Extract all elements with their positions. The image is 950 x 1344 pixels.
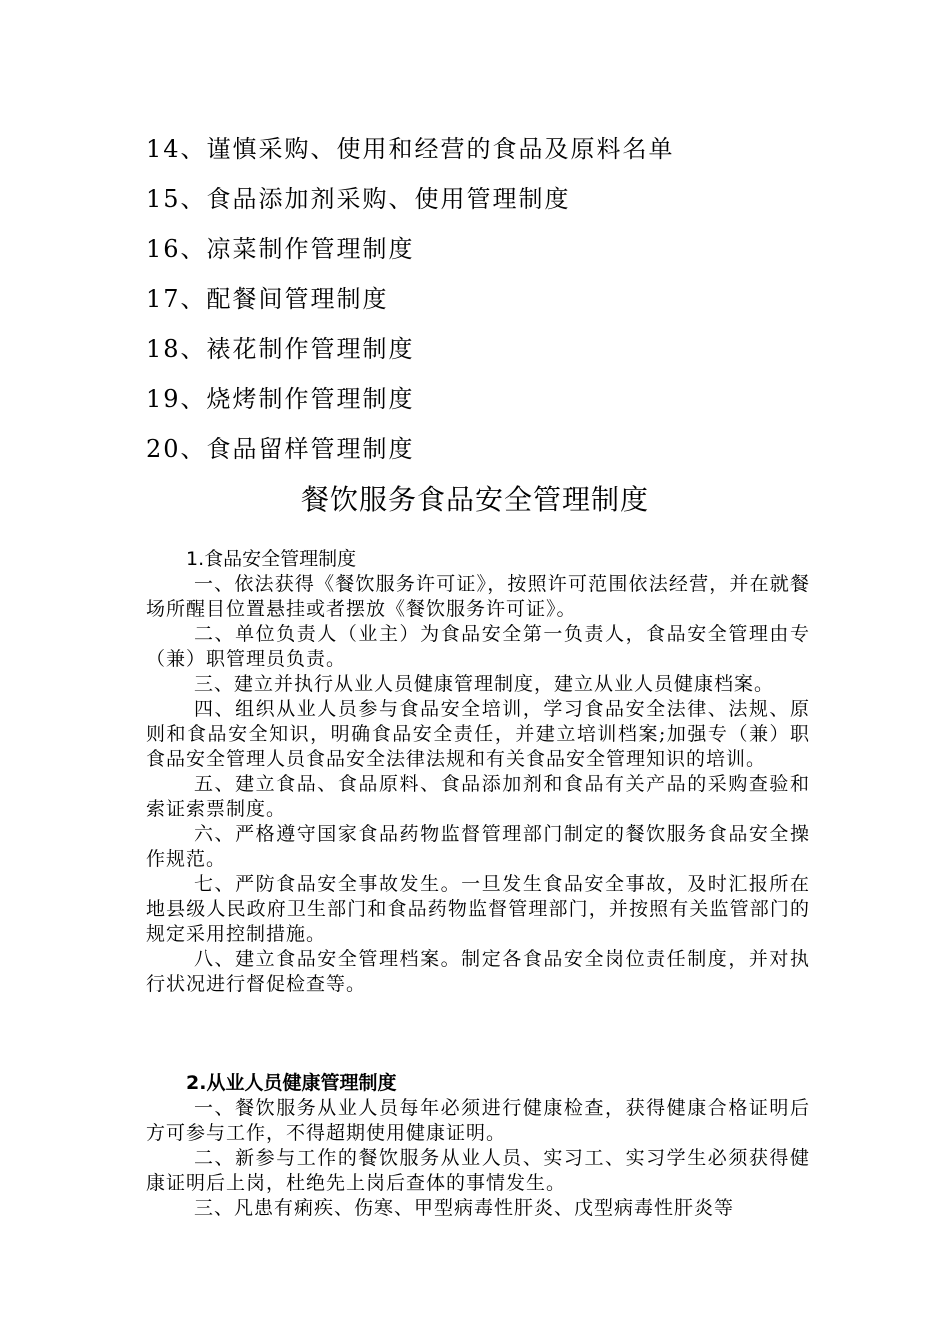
paragraph: 七、严防食品安全事故发生。一旦发生食品安全事故，及时汇报所在地县级人民政府卫生部门和食品药物监督管理部门，并按照有关监管部门的规定采用控制措施。 [146,873,810,945]
paragraph: 六、严格遵守国家食品药物监督管理部门制定的餐饮服务食品安全操作规范。 [146,823,810,870]
list-item: 20、食品留样管理制度 [146,435,415,463]
paragraph: 三、建立并执行从业人员健康管理制度，建立从业人员健康档案。 [194,673,775,695]
list-item: 19、烧烤制作管理制度 [146,385,415,413]
paragraph: 八、建立食品安全管理档案。制定各食品安全岗位责任制度，并对执行状况进行督促检查等。 [146,948,810,995]
section-food-safety [146,546,810,997]
document-title: 餐饮服务食品安全管理制度 [300,483,649,516]
paragraph: 三、凡患有痢疾、伤寒、甲型病毒性肝炎、戊型病毒性肝炎等 [194,1197,735,1219]
paragraph: 五、建立食品、食品原料、食品添加剂和食品有关产品的采购查验和索证索票制度。 [146,773,810,820]
list-item: 15、食品添加剂采购、使用管理制度 [146,185,571,213]
regulation-list [146,128,675,478]
paragraph: 二、单位负责人（业主）为食品安全第一负责人，食品安全管理由专（兼）职管理员负责。 [146,623,810,670]
section-heading: 2.从业人员健康管理制度 [186,1072,397,1094]
paragraph: 一、依法获得《餐饮服务许可证》，按照许可范围依法经营，并在就餐场所醒目位置悬挂或者摆放《餐饮服务许可证》。 [146,573,810,620]
section-staff-health [146,1070,810,1221]
paragraph: 二、新参与工作的餐饮服务从业人员、实习工、实习学生必须获得健康证明后上岗，杜绝先上岗后查体的事情发生。 [146,1147,810,1194]
paragraph: 四、组织从业人员参与食品安全培训，学习食品安全法律、法规、原则和食品安全知识，明确食品安全责任，并建立培训档案;加强专（兼）职食品安全管理人员食品安全法律法规和有关食品安全管理知识的培训。 [146,698,810,770]
section-heading: 1.食品安全管理制度 [186,548,357,570]
list-item: 16、凉菜制作管理制度 [146,235,415,263]
paragraph: 一、餐饮服务从业人员每年必须进行健康检查，获得健康合格证明后方可参与工作，不得超期使用健康证明。 [146,1097,810,1144]
list-item: 14、谨慎采购、使用和经营的食品及原料名单 [146,135,675,163]
list-item: 17、配餐间管理制度 [146,285,389,313]
list-item: 18、裱花制作管理制度 [146,335,415,363]
